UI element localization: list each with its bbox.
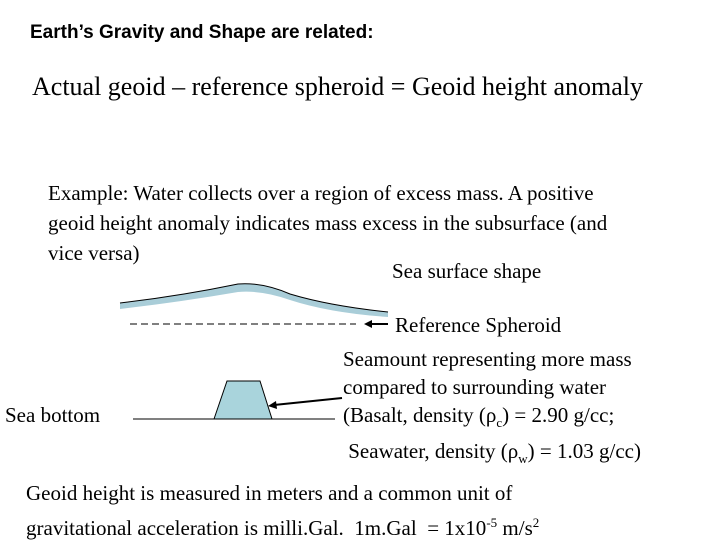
exponent: -5 <box>486 515 498 530</box>
geoid-equation: Actual geoid – reference spheroid = Geoid height anomaly <box>32 72 643 101</box>
rho-symbol-2: ρ <box>507 439 519 464</box>
subscript-w: w <box>518 451 528 467</box>
basalt-prefix: (Basalt, density ( <box>343 403 486 427</box>
slide-title: Earth’s Gravity and Shape are related: <box>30 22 374 43</box>
seamount-line-2: compared to surrounding water <box>343 375 607 399</box>
reference-arrow-head <box>364 320 372 328</box>
example-line-3: vice versa) <box>48 241 140 265</box>
seamount-shape <box>214 381 272 419</box>
seamount-line-4 <box>343 437 641 473</box>
seamount-arrow-head <box>268 401 277 409</box>
seamount-arrow <box>274 398 342 405</box>
unit: m/s <box>497 516 533 540</box>
sea-surface-water <box>120 284 388 317</box>
seawater-prefix: Seawater, density ( <box>343 439 508 464</box>
example-line-1: Example: Water collects over a region of excess mass. A positive <box>48 181 594 205</box>
reference-spheroid-label: Reference Spheroid <box>395 313 562 337</box>
sea-bottom-label: Sea bottom <box>5 403 101 427</box>
seamount-line-3 <box>343 401 641 437</box>
footer-line-1: Geoid height is measured in meters and a common unit of <box>26 481 513 505</box>
seawater-suffix: ) = 1.03 g/cc) <box>527 439 641 464</box>
subscript-c: c <box>496 415 503 431</box>
unit-exponent: 2 <box>532 515 540 530</box>
seamount-description <box>343 345 641 473</box>
example-line-2: geoid height anomaly indicates mass excess in the subsurface (and <box>48 211 608 235</box>
footer-line-2-text: gravitational acceleration is milli.Gal. 1m.Gal = 1x10 <box>26 516 487 540</box>
footer-text <box>26 478 539 543</box>
footer-line-2 <box>26 508 539 543</box>
basalt-suffix: ) = 2.90 g/cc; <box>502 403 615 427</box>
seamount-line-1: Seamount representing more mass <box>343 347 632 371</box>
sea-surface-label: Sea surface shape <box>392 259 542 283</box>
rho-symbol: ρ <box>485 403 497 427</box>
